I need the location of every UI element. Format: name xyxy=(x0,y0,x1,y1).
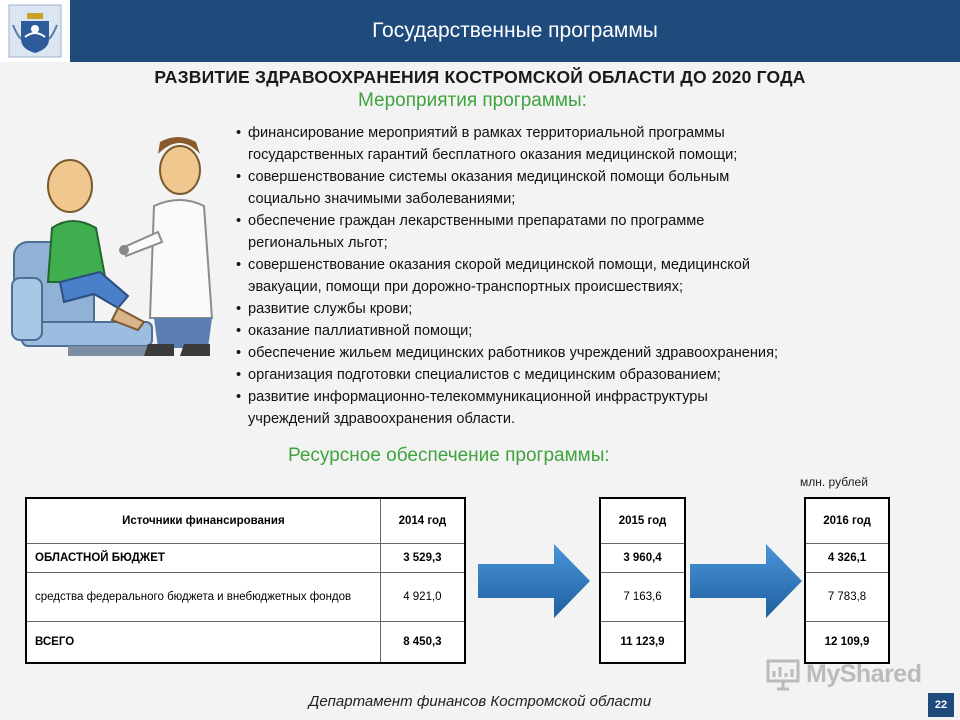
doctor-patient-illustration xyxy=(8,132,220,372)
measure-item xyxy=(236,166,956,210)
source-federal: средства федерального бюджета и внебюджетных фондов xyxy=(26,573,380,622)
measure-item xyxy=(236,210,956,254)
measure-line: развитие информационно-телекоммуникационной инфраструктуры xyxy=(248,389,708,405)
measure-line: оказание паллиативной помощи; xyxy=(248,323,473,339)
presentation-icon xyxy=(766,657,800,691)
measure-item xyxy=(236,342,956,364)
slide-title: Государственные программы xyxy=(372,19,658,42)
measure-line: эвакуации, помощи при дорожно-транспортных происшествиях; xyxy=(248,279,684,295)
year-header: 2016 год xyxy=(805,498,889,544)
funding-table-2015 xyxy=(599,497,686,664)
value-cell: 7 163,6 xyxy=(600,573,685,622)
value-cell: 7 783,8 xyxy=(805,573,889,622)
value-cell: 11 123,9 xyxy=(600,622,685,664)
measure-line: социально значимыми заболеваниями; xyxy=(248,191,516,207)
value-cell: 8 450,3 xyxy=(380,622,465,664)
watermark-text: MyShared xyxy=(806,659,922,688)
measure-line: государственных гарантий бесплатного оказания медицинской помощи; xyxy=(248,147,738,163)
page-title: РАЗВИТИЕ ЗДРАВООХРАНЕНИЯ КОСТРОМСКОЙ ОБЛАСТИ ДО 2020 ГОДА xyxy=(154,67,806,87)
measure-line: совершенствование оказания скорой медицинской помощи, медицинской xyxy=(248,257,751,273)
source-total: ВСЕГО xyxy=(26,622,380,664)
funding-table-2016 xyxy=(804,497,890,664)
measure-item xyxy=(236,298,956,320)
measure-line: учреждений здравоохранения области. xyxy=(248,411,516,427)
measures-list xyxy=(236,122,956,430)
arrow-right-icon xyxy=(690,544,802,618)
value-cell: 3 960,4 xyxy=(600,544,685,573)
measure-line: развитие службы крови; xyxy=(248,301,413,317)
value-cell: 4 326,1 xyxy=(805,544,889,573)
source-header: Источники финансирования xyxy=(26,498,380,544)
coat-of-arms-icon xyxy=(0,0,70,62)
year-header: 2015 год xyxy=(600,498,685,544)
measure-item xyxy=(236,254,956,298)
arrow-right-icon xyxy=(478,544,590,618)
funding-table-2014 xyxy=(25,497,466,664)
measure-item xyxy=(236,320,956,342)
measure-item xyxy=(236,364,956,386)
measure-line: организация подготовки специалистов с медицинским образованием; xyxy=(248,367,721,383)
value-cell: 4 921,0 xyxy=(380,573,465,622)
measure-line: совершенствование системы оказания медицинской помощи больным xyxy=(248,169,730,185)
year-header: 2014 год xyxy=(380,498,465,544)
measure-item xyxy=(236,122,956,166)
value-cell: 12 109,9 xyxy=(805,622,889,664)
header-bar xyxy=(0,0,960,62)
resources-heading: Ресурсное обеспечение программы: xyxy=(288,445,610,466)
unit-label: млн. рублей xyxy=(800,475,868,489)
source-regional: ОБЛАСТНОЙ БЮДЖЕТ xyxy=(26,544,380,573)
measure-line: обеспечение жильем медицинских работников учреждений здравоохранения; xyxy=(248,345,779,361)
value-cell: 3 529,3 xyxy=(380,544,465,573)
measure-line: обеспечение граждан лекарственными препаратами по программе xyxy=(248,213,705,229)
footer-text: Департамент финансов Костромской области xyxy=(308,693,652,710)
measures-heading: Мероприятия программы: xyxy=(358,90,587,111)
measure-line: региональных льгот; xyxy=(248,235,388,251)
page-number: 22 xyxy=(928,693,954,717)
measure-item xyxy=(236,386,956,430)
watermark-logo xyxy=(766,656,926,692)
measure-line: финансирование мероприятий в рамках территориальной программы xyxy=(248,125,725,141)
